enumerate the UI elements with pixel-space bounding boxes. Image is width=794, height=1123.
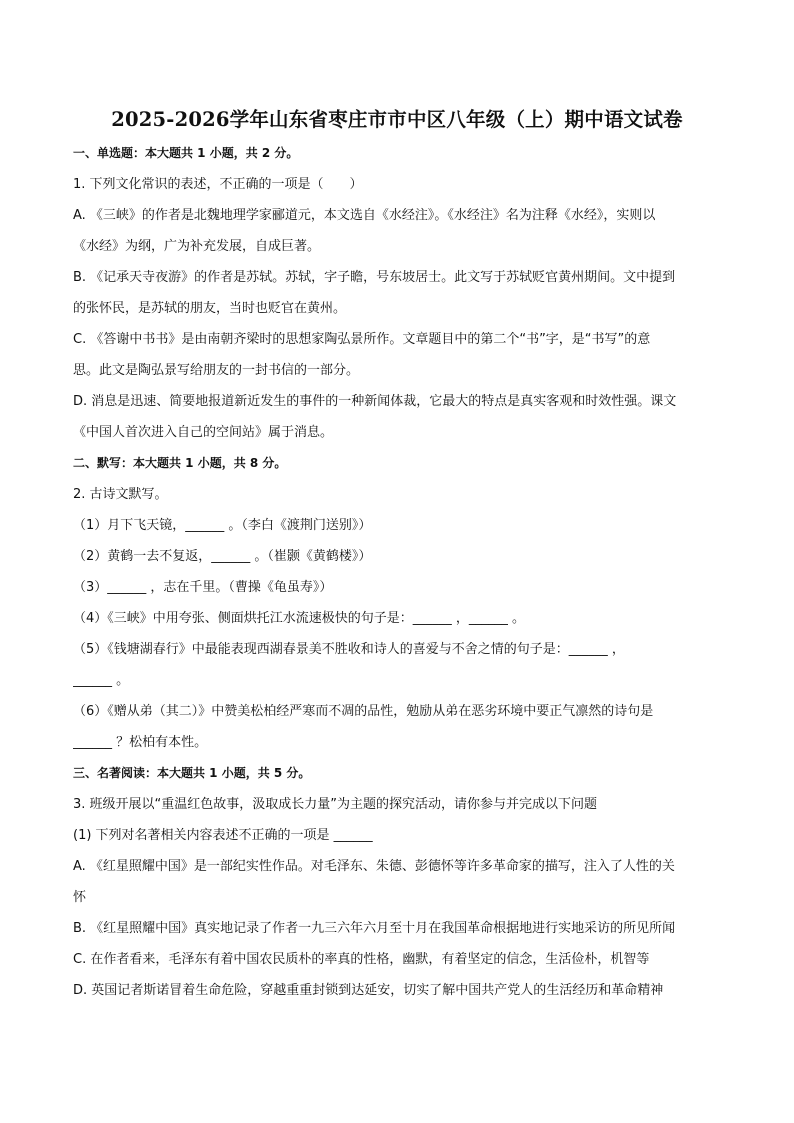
text-line: （6）《赠从弟（其二）》中赞美松柏经严寒而不凋的品性，勉励从弟在恶劣环境中要正气凛然的诗句是 bbox=[73, 704, 654, 719]
question-stem: 1. 下列文化常识的表述，不正确的一项是（ ） bbox=[73, 177, 363, 192]
text-line: A. 《红星照耀中国》是一部纪实性作品。对毛泽东、朱德、彭德怀等许多革命家的描写，注入了人性的关 bbox=[73, 859, 675, 874]
text-line: 《水经》为纲，广为补充发展，自成巨著。 bbox=[73, 239, 321, 254]
text-line: 的张怀民，是苏轼的朋友，当时也贬官在黄州。 bbox=[73, 301, 347, 316]
text-line: （1）月下飞天镜，______ 。（李白《渡荆门送别》） bbox=[73, 518, 372, 533]
text-line: 怀 bbox=[73, 890, 87, 905]
text-line: B. 《记承天寺夜游》的作者是苏轼。苏轼，字子瞻，号东坡居士。此文写于苏轼贬官黄州期间。文中提到 bbox=[73, 270, 676, 285]
text-line: （2）黄鹤一去不复返，______ 。（崔颢《黄鹤楼》） bbox=[73, 549, 372, 564]
text-line: (1) 下列对名著相关内容表述不正确的一项是 ______ bbox=[73, 828, 373, 843]
text-line: D. 英国记者斯诺冒着生命危险，穿越重重封锁到达延安，切实了解中国共产党人的生活经历和革命精神 bbox=[73, 983, 664, 998]
text-line: （5）《钱塘湖春行》中最能表现西湖春景美不胜收和诗人的喜爱与不舍之情的句子是：______ ， bbox=[73, 642, 625, 657]
text-line: 思。此文是陶弘景写给朋友的一封书信的一部分。 bbox=[73, 363, 360, 378]
exam-title: 2025-2026学年山东省枣庄市市中区八年级（上）期中语文试卷 bbox=[111, 108, 683, 131]
text-line: 《中国人首次进入自己的空间站》属于消息。 bbox=[73, 425, 334, 440]
section-heading: 三、名著阅读：本大题共 1 小题，共 5 分。 bbox=[73, 766, 311, 780]
text-line: ______ ？松柏有本性。 bbox=[73, 735, 208, 750]
exam-content bbox=[73, 138, 723, 1006]
text-line: B. 《红星照耀中国》真实地记录了作者一九三六年六月至十月在我国革命根据地进行实地采访的所见所闻 bbox=[73, 921, 676, 936]
text-line: A. 《三峡》的作者是北魏地理学家郦道元，本文选自《水经注》。《水经注》名为注释《水经》，实则以 bbox=[73, 208, 656, 223]
text-line: C. 在作者看来，毛泽东有着中国农民质朴的率真的性格，幽默，有着坚定的信念，生活俭朴，机智等 bbox=[73, 952, 650, 967]
question-stem: 2. 古诗文默写。 bbox=[73, 487, 168, 502]
section-heading: 二、默写：本大题共 1 小题，共 8 分。 bbox=[73, 456, 287, 470]
text-line: ______ 。 bbox=[73, 673, 130, 688]
section-heading: 一、单选题：本大题共 1 小题，共 2 分。 bbox=[73, 146, 299, 160]
text-line: （4）《三峡》中用夸张、侧面烘托江水流速极快的句子是：______ ，______ 。 bbox=[73, 611, 526, 626]
text-line: D. 消息是迅速、简要地报道新近发生的事件的一种新闻体裁，它最大的特点是真实客观和时效性强。课文 bbox=[73, 394, 677, 409]
question-stem: 3. 班级开展以“重温红色故事，汲取成长力量”为主题的探究活动，请你参与并完成以下问题 bbox=[73, 797, 598, 812]
text-line: C. 《答谢中书书》是由南朝齐梁时的思想家陶弘景所作。文章题目中的第二个“书”字，是“书写”的意 bbox=[73, 332, 651, 347]
text-line: （3）______ ，志在千里。（曹操《龟虽寿》） bbox=[73, 580, 333, 595]
